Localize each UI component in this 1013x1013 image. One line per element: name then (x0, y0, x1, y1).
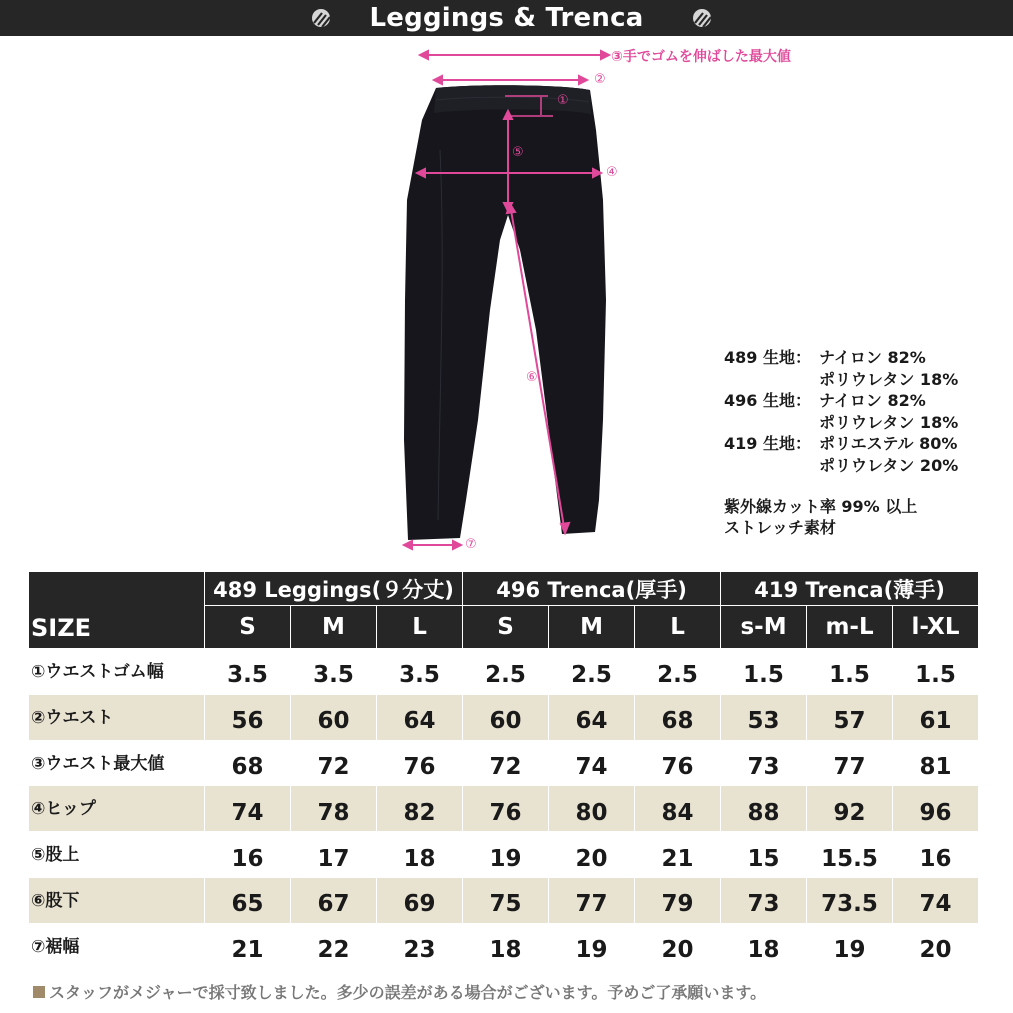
table-row (29, 832, 979, 878)
measurement-cell: 2.5 (635, 649, 721, 695)
measurement-cell: 1.5 (721, 649, 807, 695)
size-column-header: m-L (807, 606, 893, 649)
measurement-cell: 15 (721, 832, 807, 878)
measurement-cell: 19 (549, 923, 635, 969)
material-code: 419 生地： (724, 434, 811, 453)
dimension-label-2: ② (594, 72, 606, 87)
measurement-cell: 77 (807, 740, 893, 786)
table-row (29, 694, 979, 740)
feature-notes (724, 496, 917, 538)
footer-text: スタッフがメジャーで採寸致しました。多少の誤差がある場合がございます。予めご了承願います。 (49, 983, 767, 1002)
material-notes (724, 347, 958, 476)
measurement-cell: 73.5 (807, 877, 893, 923)
size-column-header: s-M (721, 606, 807, 649)
measurement-cell: 2.5 (463, 649, 549, 695)
page-title: Leggings & Trenca (369, 3, 644, 33)
measurement-cell: 96 (893, 786, 979, 832)
measurement-cell: 56 (205, 694, 291, 740)
measurement-cell: 80 (549, 786, 635, 832)
measurement-cell: 92 (807, 786, 893, 832)
row-label: ⑤股上 (29, 832, 205, 878)
material-line: ポリウレタン 18% (819, 369, 959, 389)
measurement-cell: 19 (463, 832, 549, 878)
measurement-cell: 74 (205, 786, 291, 832)
measurement-cell: 75 (463, 877, 549, 923)
measurement-cell: 67 (291, 877, 377, 923)
measurement-cell: 68 (205, 740, 291, 786)
measurement-cell: 60 (463, 694, 549, 740)
table-group-header (29, 572, 979, 606)
measurement-cell: 84 (635, 786, 721, 832)
measurement-cell: 68 (635, 694, 721, 740)
size-column-header: S (463, 606, 549, 649)
row-label: ③ウエスト最大値 (29, 740, 205, 786)
material-line: ポリウレタン 20% (819, 455, 959, 475)
size-column-header: M (291, 606, 377, 649)
measurement-cell: 20 (635, 923, 721, 969)
group-header-419: 419 Trenca(薄手) (721, 572, 979, 606)
measurement-cell: 72 (291, 740, 377, 786)
material-code: 496 生地： (724, 391, 811, 410)
material-line: ナイロン 82% (819, 348, 926, 367)
measurement-cell: 16 (205, 832, 291, 878)
measurement-cell: 3.5 (291, 649, 377, 695)
measurement-cell: 69 (377, 877, 463, 923)
measurement-cell: 16 (893, 832, 979, 878)
material-item (724, 390, 958, 433)
dimension-label-7: ⑦ (465, 537, 477, 552)
dimension-label-4: ④ (606, 165, 618, 180)
measurement-cell: 3.5 (205, 649, 291, 695)
measurement-cell: 3.5 (377, 649, 463, 695)
measurement-cell: 17 (291, 832, 377, 878)
measurement-cell: 79 (635, 877, 721, 923)
size-column-header: L (377, 606, 463, 649)
stretch-note: ストレッチ素材 (724, 518, 836, 537)
table-row (29, 786, 979, 832)
row-label: ②ウエスト (29, 694, 205, 740)
measurement-cell: 21 (205, 923, 291, 969)
row-label: ⑦裾幅 (29, 923, 205, 969)
measurement-cell: 18 (377, 832, 463, 878)
measurement-cell: 60 (291, 694, 377, 740)
measurement-cell: 61 (893, 694, 979, 740)
measurement-cell: 74 (893, 877, 979, 923)
row-label: ⑥股下 (29, 877, 205, 923)
measurement-cell: 73 (721, 740, 807, 786)
measurement-cell: 77 (549, 877, 635, 923)
material-line: ポリウレタン 18% (819, 412, 959, 432)
measurement-cell: 2.5 (549, 649, 635, 695)
size-header-label: SIZE (29, 572, 205, 649)
measurement-cell: 18 (463, 923, 549, 969)
size-column-header: L (635, 606, 721, 649)
measurement-cell: 76 (635, 740, 721, 786)
material-item (724, 347, 958, 390)
measurement-cell: 20 (549, 832, 635, 878)
measurement-cell: 78 (291, 786, 377, 832)
square-bullet-icon (33, 986, 45, 998)
material-code: 489 生地： (724, 348, 811, 367)
uv-cut-note: 紫外線カット率 99% 以上 (724, 497, 918, 516)
measurement-cell: 23 (377, 923, 463, 969)
measurement-cell: 1.5 (807, 649, 893, 695)
measurement-cell: 74 (549, 740, 635, 786)
measurement-cell: 19 (807, 923, 893, 969)
measurement-cell: 64 (549, 694, 635, 740)
measurement-cell: 53 (721, 694, 807, 740)
group-header-489: 489 Leggings(９分丈) (205, 572, 463, 606)
dimension-label-1: ① (557, 93, 569, 108)
dimension-label-3: ③手でゴムを伸ばした最大値 (611, 49, 791, 65)
size-column-header: l-XL (893, 606, 979, 649)
footer-note (33, 980, 766, 1003)
measurement-cell: 72 (463, 740, 549, 786)
dimension-label-5: ⑤ (512, 145, 524, 160)
measurement-cell: 1.5 (893, 649, 979, 695)
measurement-cell: 76 (463, 786, 549, 832)
row-label: ①ウエストゴム幅 (29, 649, 205, 695)
measurement-cell: 73 (721, 877, 807, 923)
measurement-cell: 20 (893, 923, 979, 969)
size-column-header: S (205, 606, 291, 649)
measurement-cell: 18 (721, 923, 807, 969)
material-item (724, 433, 958, 476)
table-row (29, 877, 979, 923)
measurement-cell: 88 (721, 786, 807, 832)
material-line: ナイロン 82% (819, 391, 926, 410)
measurement-cell: 22 (291, 923, 377, 969)
size-column-header: M (549, 606, 635, 649)
dimension-label-6: ⑥ (526, 370, 538, 385)
table-row (29, 649, 979, 695)
table-row (29, 923, 979, 969)
measurement-cell: 81 (893, 740, 979, 786)
size-table (28, 571, 979, 970)
table-row (29, 740, 979, 786)
measurement-cell: 65 (205, 877, 291, 923)
measurement-cell: 21 (635, 832, 721, 878)
measurement-cell: 15.5 (807, 832, 893, 878)
measurement-cell: 76 (377, 740, 463, 786)
row-label: ④ヒップ (29, 786, 205, 832)
measurement-cell: 64 (377, 694, 463, 740)
group-header-496: 496 Trenca(厚手) (463, 572, 721, 606)
measurement-cell: 57 (807, 694, 893, 740)
measurement-cell: 82 (377, 786, 463, 832)
leggings-shape (404, 85, 606, 540)
material-line: ポリエステル 80% (819, 434, 958, 453)
